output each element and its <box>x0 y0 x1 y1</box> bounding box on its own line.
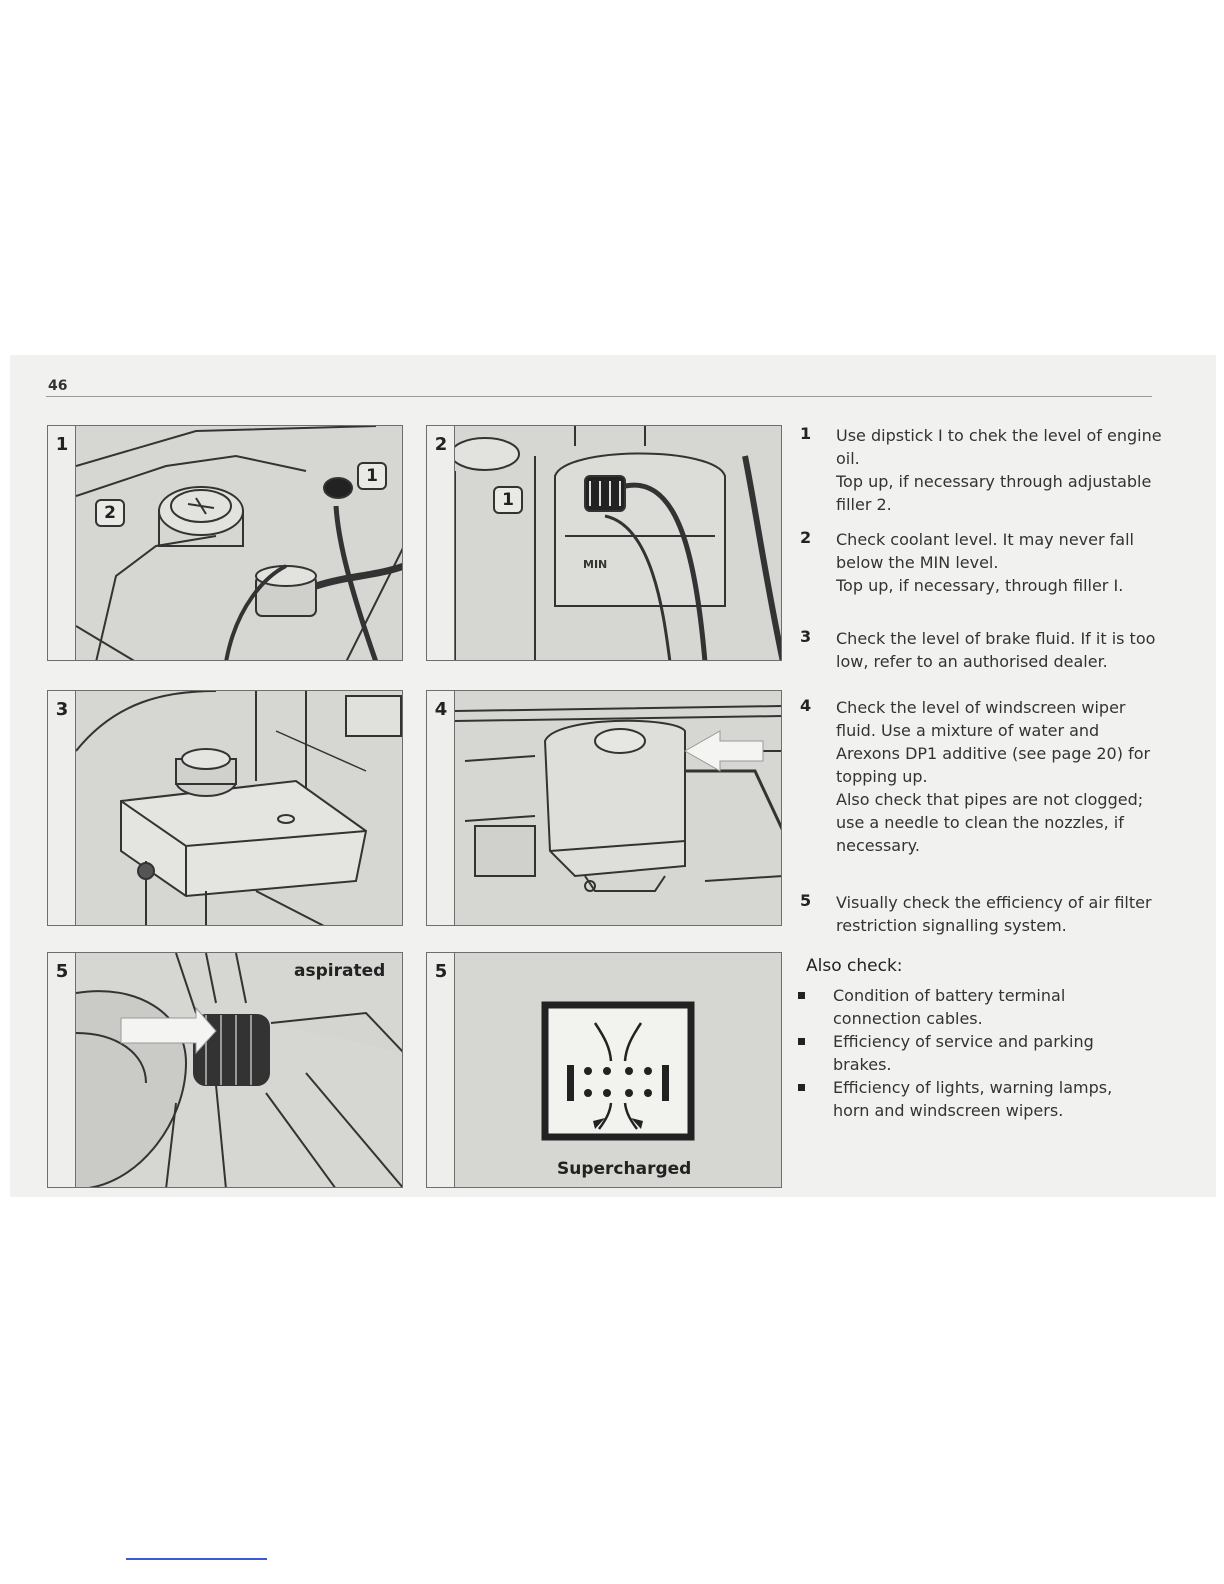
instruction-text <box>836 424 1162 516</box>
instruction-line: Also check that pipes are not clogged; use a needle to clean the nozzles, if necessary. <box>836 790 1144 855</box>
indicator-arrow <box>685 731 763 771</box>
min-marking: MIN <box>583 558 608 571</box>
brake-fluid-illustration <box>76 691 403 926</box>
instruction-line: Check the level of brake fluid. If it is too low, refer to an authorised dealer. <box>836 629 1156 671</box>
instruction-line: Check the level of windscreen wiper fluid. Use a mixture of water and Arexons DP1 additive (see page 20) for topping up. <box>836 698 1151 786</box>
callout-2: 2 <box>95 499 125 527</box>
instruction-line: Use dipstick I to chek the level of engine oil. <box>836 426 1162 468</box>
header-rule <box>46 396 1152 397</box>
list-item-text: Condition of battery terminal connection cables. <box>833 986 1066 1028</box>
engine-oil-illustration <box>76 426 403 661</box>
instruction-number: 3 <box>800 627 812 646</box>
page-number: 46 <box>48 378 68 394</box>
list-item-text: Efficiency of lights, warning lamps, horn and windscreen wipers. <box>833 1078 1113 1120</box>
figure-number: 1 <box>55 434 69 455</box>
figure-number-strip <box>427 426 455 660</box>
instruction-line: Top up, if necessary through adjustable filler 2. <box>836 472 1152 514</box>
instruction-number: 2 <box>800 528 812 547</box>
supercharged-label: Supercharged <box>557 1159 692 1179</box>
figure-1-engine-oil <box>47 425 403 661</box>
coolant-tank-illustration <box>455 426 782 661</box>
also-check-heading: Also check: <box>806 956 903 976</box>
figure-4-washer-fluid <box>426 690 782 926</box>
figure-5-supercharged <box>426 952 782 1188</box>
figure-number-strip <box>427 953 455 1187</box>
instruction-line: Check coolant level. It may never fall below the MIN level. <box>836 530 1134 572</box>
instruction-line: Top up, if necessary, through filler I. <box>836 576 1124 595</box>
figure-number: 5 <box>434 961 448 982</box>
instruction-text <box>836 627 1162 673</box>
bottom-link-rule <box>126 1558 267 1560</box>
figure-5-aspirated <box>47 952 403 1188</box>
callout-1: 1 <box>493 486 523 514</box>
aspirated-label: aspirated <box>294 961 386 981</box>
instruction-number: 5 <box>800 891 812 910</box>
bullet-icon <box>798 992 805 999</box>
figure-number: 4 <box>434 699 448 720</box>
figure-number-strip <box>48 691 76 925</box>
instruction-number: 1 <box>800 424 812 443</box>
callout-1: 1 <box>357 462 387 490</box>
bullet-icon <box>798 1084 805 1091</box>
figure-number: 3 <box>55 699 69 720</box>
list-item-text: Efficiency of service and parking brakes. <box>833 1032 1094 1074</box>
figure-2-coolant <box>426 425 782 661</box>
instruction-text <box>836 696 1162 857</box>
figure-number: 2 <box>434 434 448 455</box>
filter-warning-symbol <box>455 953 782 1188</box>
air-filter-illustration <box>76 953 403 1188</box>
instruction-line: Visually check the efficiency of air filter restriction signalling system. <box>836 893 1152 935</box>
instruction-text <box>836 891 1162 937</box>
figure-number-strip <box>427 691 455 925</box>
bullet-icon <box>798 1038 805 1045</box>
instruction-number: 4 <box>800 696 812 715</box>
figure-number-strip <box>48 953 76 1187</box>
figure-number-strip <box>48 426 76 660</box>
figure-3-brake-fluid <box>47 690 403 926</box>
instruction-text <box>836 528 1162 597</box>
figure-number: 5 <box>55 961 69 982</box>
washer-reservoir-illustration <box>455 691 782 926</box>
